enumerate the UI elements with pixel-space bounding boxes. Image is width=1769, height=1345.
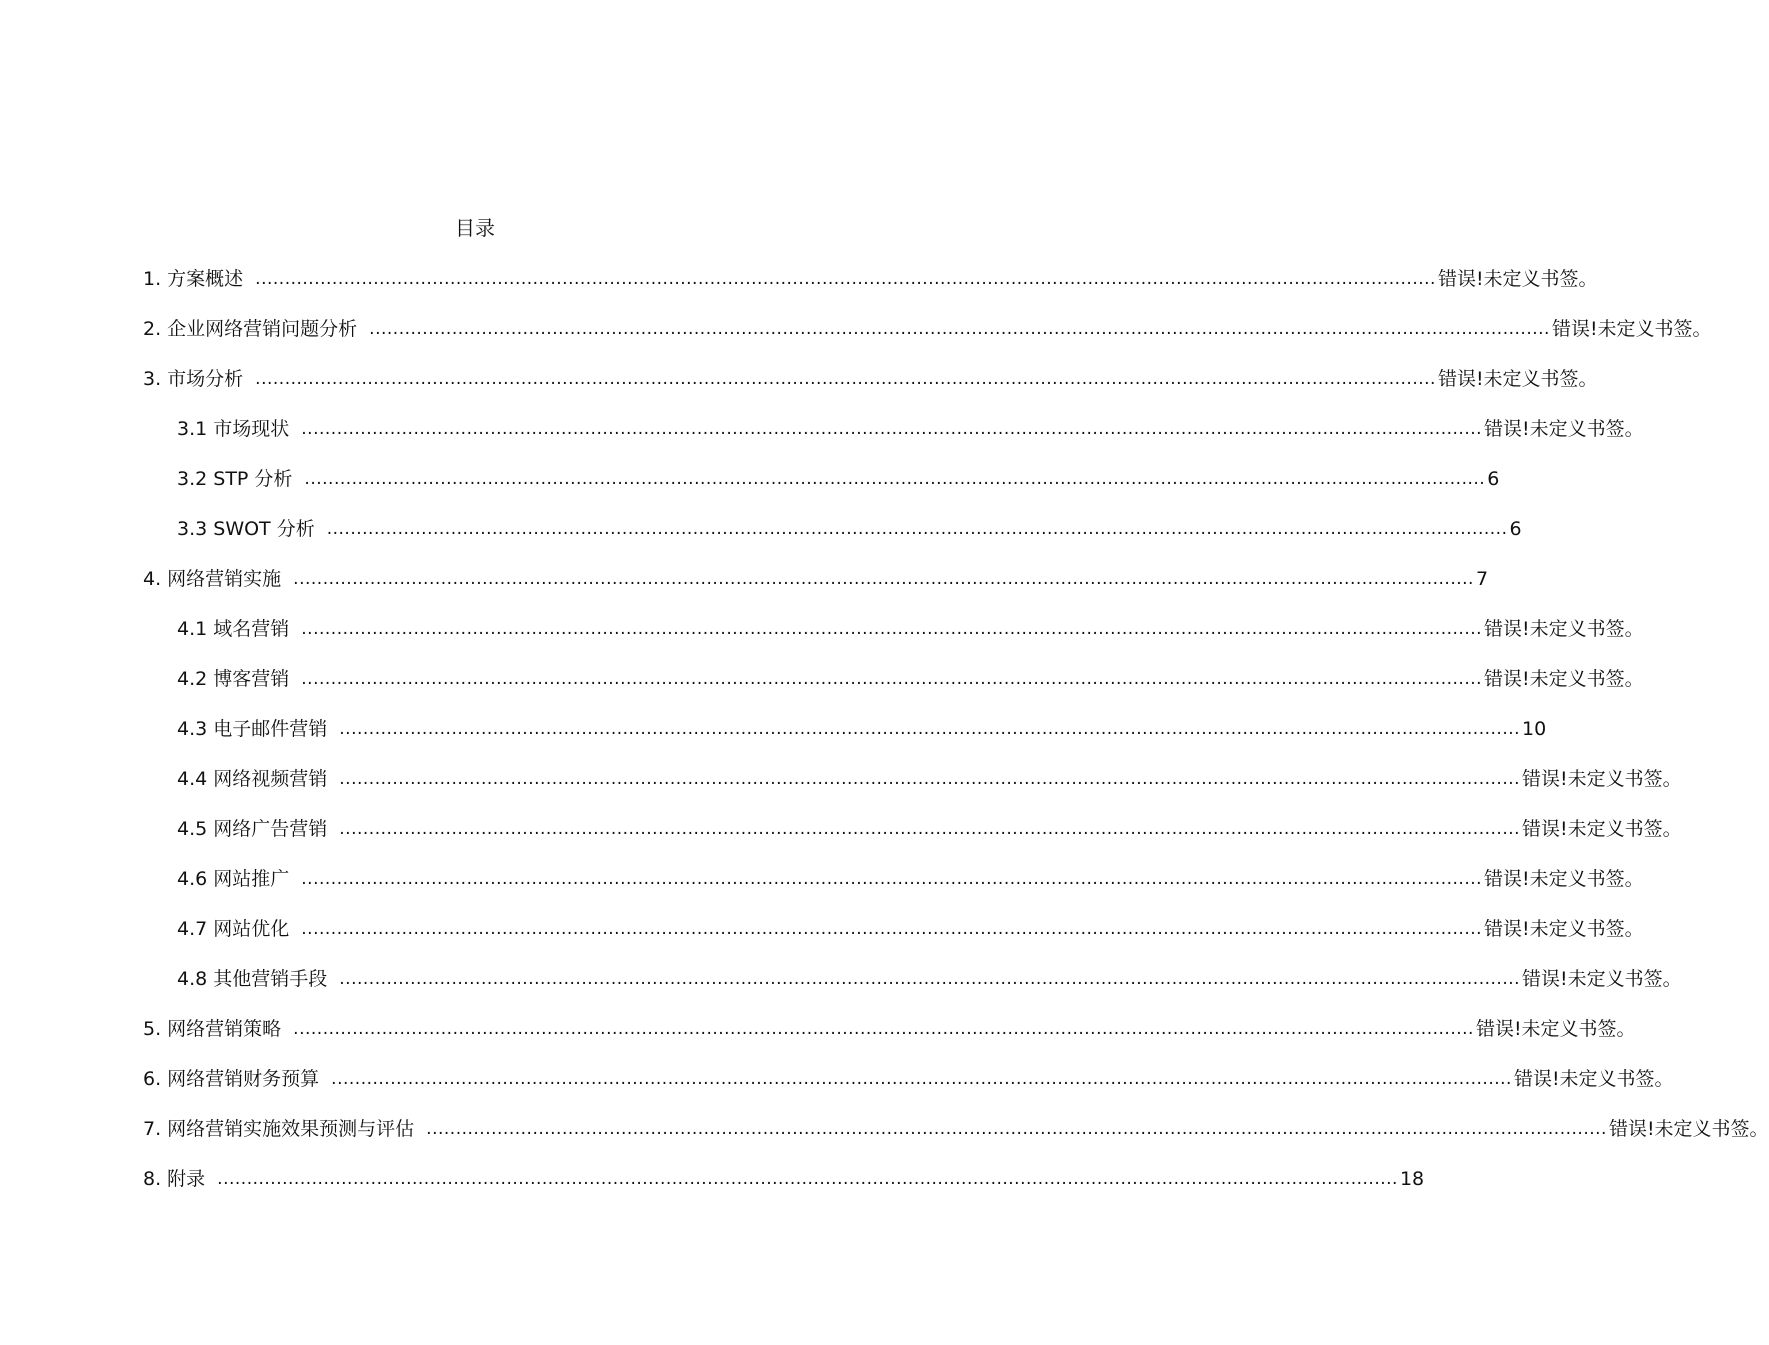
toc-entry-page: 6 — [1487, 468, 1500, 490]
toc-entry-page: 10 — [1522, 718, 1547, 740]
toc-entry[interactable] — [177, 766, 1682, 792]
toc-entry[interactable] — [143, 266, 1598, 292]
toc-leader-dots: ........................................................................................................................................................................................................ — [255, 369, 1436, 389]
toc-entry[interactable] — [143, 1066, 1674, 1092]
toc-entry-page: 错误!未定义书签。 — [1484, 418, 1644, 440]
toc-entry-page: 错误!未定义书签。 — [1437, 368, 1598, 390]
toc-entry-label: 4.2 博客营销 — [177, 668, 290, 690]
toc-entry-label: 3. 市场分析 — [143, 368, 244, 390]
toc-entry[interactable] — [143, 1016, 1636, 1042]
toc-leader-dots: ........................................................................................................................................................................................................ — [339, 819, 1521, 839]
toc-entry[interactable] — [143, 1116, 1769, 1142]
toc-entry-page: 错误!未定义书签。 — [1484, 868, 1644, 890]
toc-leader-dots: ........................................................................................................................................................................................................ — [339, 969, 1521, 989]
toc-entry[interactable] — [143, 566, 1489, 592]
toc-leader-dots: ........................................................................................................................................................................................................ — [301, 619, 1483, 639]
toc-entry-label: 4. 网络营销实施 — [143, 568, 282, 590]
toc-entry-label: 3.2 STP 分析 — [177, 468, 293, 490]
toc-entry[interactable] — [177, 916, 1644, 942]
toc-leader-dots: ........................................................................................................................................................................................................ — [217, 1169, 1398, 1189]
toc-entry[interactable] — [177, 516, 1522, 542]
toc-entry[interactable] — [177, 616, 1644, 642]
toc-leader-dots: ........................................................................................................................................................................................................ — [326, 519, 1508, 539]
toc-entry-label: 5. 网络营销策略 — [143, 1018, 282, 1040]
toc-entry-label: 8. 附录 — [143, 1168, 206, 1190]
toc-leader-dots: ........................................................................................................................................................................................................ — [301, 919, 1483, 939]
toc-entry[interactable] — [143, 1166, 1425, 1192]
toc-entry[interactable] — [177, 666, 1644, 692]
toc-entry[interactable] — [177, 416, 1644, 442]
toc-entry-page: 错误!未定义书签。 — [1608, 1118, 1769, 1140]
toc-leader-dots: ........................................................................................................................................................................................................ — [304, 469, 1486, 489]
toc-leader-dots: ........................................................................................................................................................................................................ — [339, 719, 1521, 739]
toc-entry-page: 错误!未定义书签。 — [1484, 918, 1644, 940]
toc-title: 目录 — [455, 216, 495, 240]
toc-leader-dots: ........................................................................................................................................................................................................ — [331, 1069, 1512, 1089]
toc-entry-label: 4.6 网站推广 — [177, 868, 290, 890]
toc-entry-label: 4.1 域名营销 — [177, 618, 290, 640]
toc-entry-label: 7. 网络营销实施效果预测与评估 — [143, 1118, 415, 1140]
toc-entry-page: 错误!未定义书签。 — [1513, 1068, 1674, 1090]
toc-leader-dots: ........................................................................................................................................................................................................ — [293, 1019, 1474, 1039]
toc-entry-label: 1. 方案概述 — [143, 268, 244, 290]
toc-leader-dots: ........................................................................................................................................................................................................ — [369, 319, 1550, 339]
toc-entry-label: 4.4 网络视频营销 — [177, 768, 328, 790]
toc-entry-page: 错误!未定义书签。 — [1551, 318, 1712, 340]
toc-leader-dots: ........................................................................................................................................................................................................ — [255, 269, 1436, 289]
toc-entry-label: 3.3 SWOT 分析 — [177, 518, 315, 540]
toc-entry-label: 4.5 网络广告营销 — [177, 818, 328, 840]
toc-entry-page: 18 — [1399, 1168, 1425, 1190]
toc-entry-page: 错误!未定义书签。 — [1484, 618, 1644, 640]
toc-leader-dots: ........................................................................................................................................................................................................ — [301, 669, 1483, 689]
toc-leader-dots: ........................................................................................................................................................................................................ — [301, 419, 1483, 439]
toc-entry[interactable] — [177, 716, 1547, 742]
toc-entry-label: 6. 网络营销财务预算 — [143, 1068, 320, 1090]
toc-entry-label: 2. 企业网络营销问题分析 — [143, 318, 358, 340]
toc-entry[interactable] — [143, 316, 1712, 342]
toc-entry-page: 7 — [1475, 568, 1489, 590]
toc-entry[interactable] — [177, 966, 1682, 992]
toc-entry[interactable] — [143, 366, 1598, 392]
toc-entry-page: 错误!未定义书签。 — [1484, 668, 1644, 690]
toc-entry-label: 4.8 其他营销手段 — [177, 968, 328, 990]
toc-leader-dots: ........................................................................................................................................................................................................ — [339, 769, 1521, 789]
toc-entry-label: 3.1 市场现状 — [177, 418, 290, 440]
toc-entry-label: 4.7 网站优化 — [177, 918, 290, 940]
toc-entry-page: 错误!未定义书签。 — [1522, 968, 1682, 990]
toc-entry-page: 错误!未定义书签。 — [1522, 768, 1682, 790]
toc-entry-page: 错误!未定义书签。 — [1475, 1018, 1636, 1040]
toc-entry-page: 6 — [1509, 518, 1522, 540]
toc-leader-dots: ........................................................................................................................................................................................................ — [301, 869, 1483, 889]
toc-entry[interactable] — [177, 866, 1644, 892]
toc-entry[interactable] — [177, 466, 1500, 492]
toc-entry[interactable] — [177, 816, 1682, 842]
toc-entry-label: 4.3 电子邮件营销 — [177, 718, 328, 740]
toc-entry-page: 错误!未定义书签。 — [1437, 268, 1598, 290]
toc-leader-dots: ........................................................................................................................................................................................................ — [426, 1119, 1607, 1139]
toc-leader-dots: ........................................................................................................................................................................................................ — [293, 569, 1474, 589]
toc-entry-page: 错误!未定义书签。 — [1522, 818, 1682, 840]
